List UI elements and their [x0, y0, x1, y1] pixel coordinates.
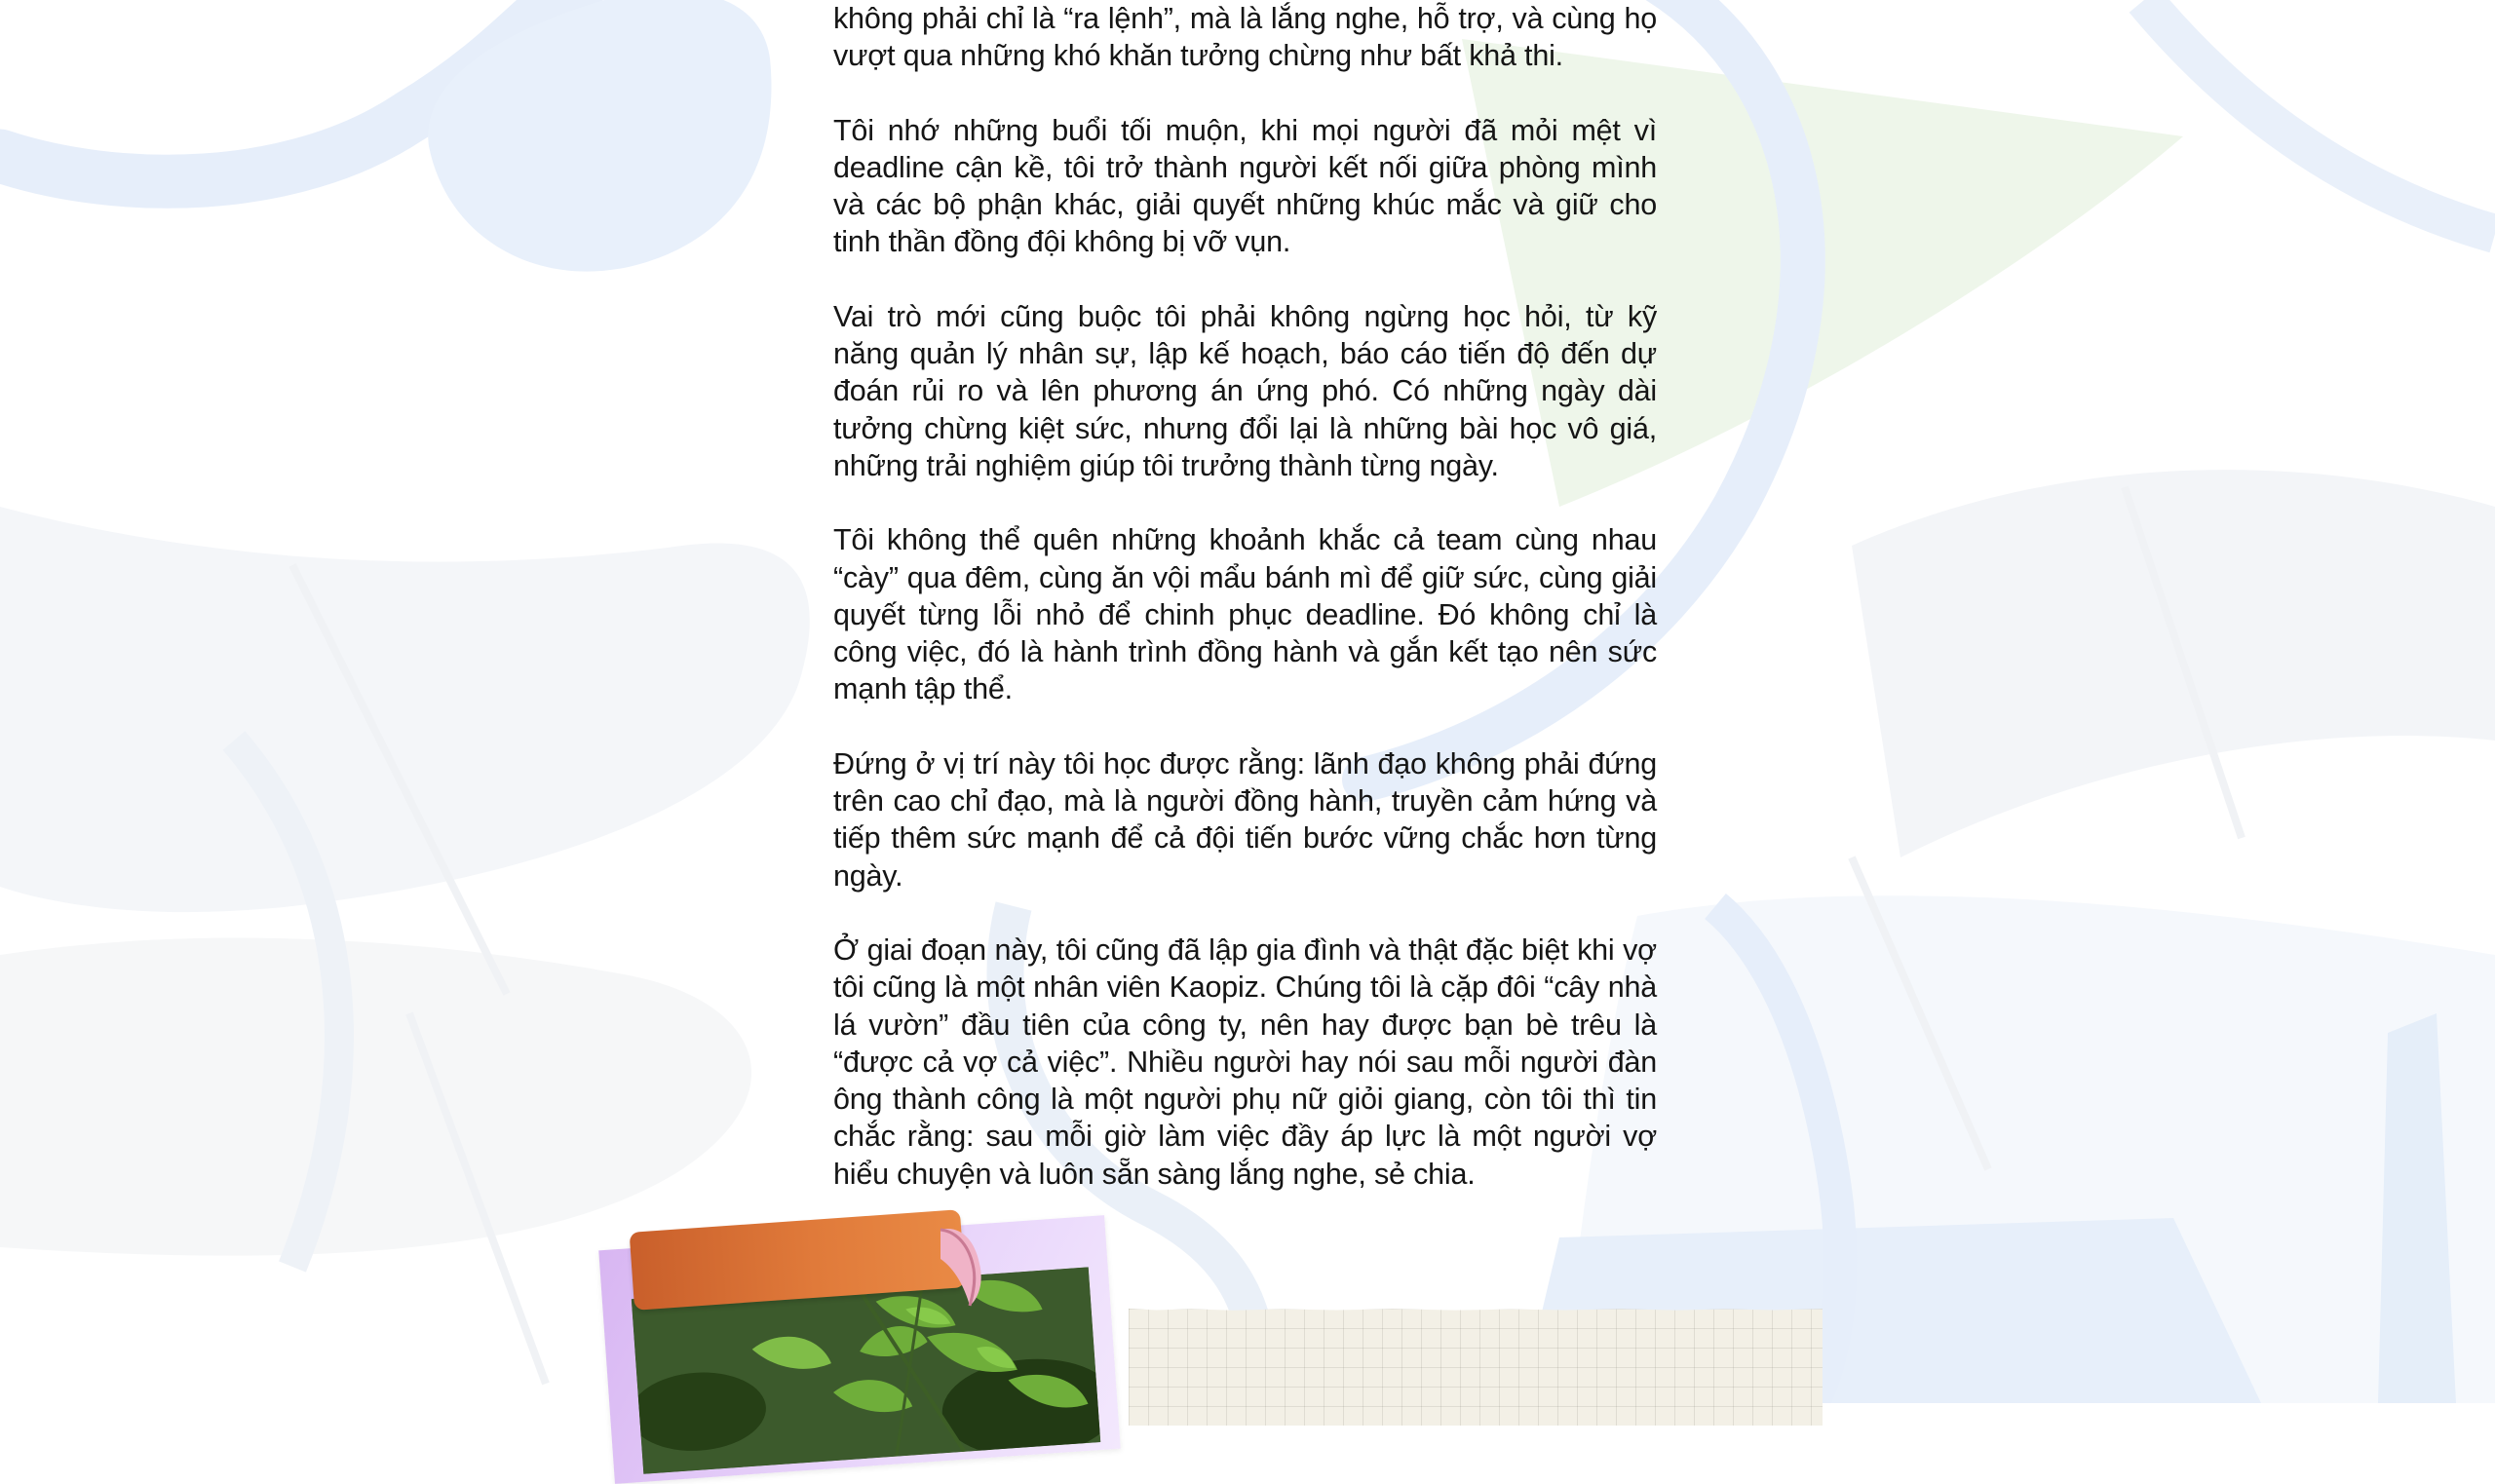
tape-curl-icon	[931, 1220, 989, 1308]
paragraph-1: không phải chỉ là “ra lệnh”, mà là lắng nghe, hỗ trợ, và cùng họ vượt qua những khó khăn tưởng chừng như bất khả thi.	[833, 2, 1657, 73]
paragraph-3: Vai trò mới cũng buộc tôi phải không ngừng học hỏi, từ kỹ năng quản lý nhân sự, lập kế hoạch, báo cáo tiến độ đến dự đoán rủi ro và lên phương án ứng phó. Có những ngày dài tưởng chừng kiệt sức, nhưng đổi lại là những bài học vô giá, những trải nghiệm giúp tôi trưởng thành từng ngày.	[833, 299, 1657, 482]
grid-paper-note-icon	[1129, 1309, 1823, 1426]
article-body	[833, 0, 1657, 1230]
bg-sweep-right	[1852, 470, 2495, 857]
paragraph-2: Tôi nhớ những buổi tối muộn, khi mọi người đã mỏi mệt vì deadline cận kề, tôi trở thành người kết nối giữa phòng mình và các bộ phận khác, giải quyết những khúc mắc và giữ cho tinh thần đồng đội không bị vỡ vụn.	[833, 113, 1657, 259]
paragraph-5: Đứng ở vị trí này tôi học được rằng: lãnh đạo không phải đứng trên cao chỉ đạo, mà là người đồng hành, truyền cảm hứng và tiếp thêm sức mạnh để cả đội tiến bước vững chắc hơn từng ngày.	[833, 746, 1657, 893]
bg-sweep-left-2	[0, 938, 751, 1256]
paragraph-4: Tôi không thể quên những khoảnh khắc cả team cùng nhau “cày” qua đêm, cùng ăn vội mẩu bánh mì để giữ sức, cùng giải quyết từng lỗi nhỏ để chinh phục deadline. Đó không chỉ là công việc, đó là hành trình đồng hành và gắn kết tạo nên sức mạnh tập thể.	[833, 523, 1657, 706]
bg-curve-right-2	[2144, 0, 2495, 234]
bg-sweep-left	[0, 507, 810, 912]
paragraph-6: Ở giai đoạn này, tôi cũng đã lập gia đình và thật đặc biệt khi vợ tôi cũng là một nhân viên Kaopiz. Chúng tôi là cặp đôi “cây nhà lá vườn” đầu tiên của công ty, nên hay được bạn bè trêu là “được cả vợ cả việc”. Nhiều người hay nói sau mỗi người đàn ông thành công là một người phụ nữ giỏi giang, còn tôi thì tin chắc rằng: sau mỗi giờ làm việc đầy áp lực là một người vợ hiểu chuyện và luôn sẵn sàng lắng nghe, sẻ chia.	[833, 932, 1657, 1191]
